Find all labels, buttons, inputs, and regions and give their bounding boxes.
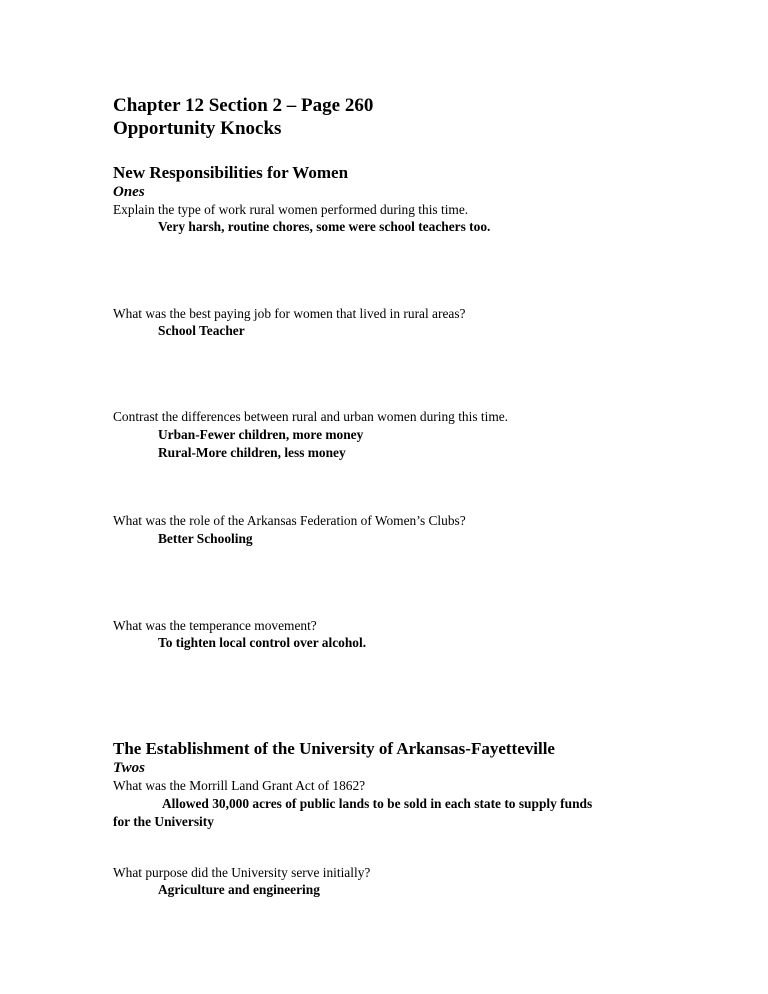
answer-text: Rural-More children, less money bbox=[158, 445, 346, 460]
page-title: Opportunity Knocks bbox=[113, 118, 282, 139]
question-text: What purpose did the University serve initially? bbox=[113, 865, 371, 880]
group-label: Twos bbox=[113, 760, 145, 776]
answer-text: for the University bbox=[113, 814, 214, 829]
question-text: Explain the type of work rural women performed during this time. bbox=[113, 202, 469, 217]
answer-text: School Teacher bbox=[158, 323, 245, 338]
answer-text: Better Schooling bbox=[158, 531, 253, 546]
section-heading: The Establishment of the University of Arkansas-Fayetteville bbox=[113, 739, 555, 758]
question-text: What was the best paying job for women that lived in rural areas? bbox=[113, 306, 466, 321]
question-text: What was the temperance movement? bbox=[113, 618, 317, 633]
question-text: What was the Morrill Land Grant Act of 1862? bbox=[113, 778, 366, 793]
question-text: What was the role of the Arkansas Federation of Women’s Clubs? bbox=[113, 513, 466, 528]
question-text: Contrast the differences between rural and urban women during this time. bbox=[113, 409, 509, 424]
answer-text: To tighten local control over alcohol. bbox=[158, 635, 367, 650]
section-heading: New Responsibilities for Women bbox=[113, 163, 349, 182]
answer-text: Agriculture and engineering bbox=[158, 882, 320, 897]
answer-text: Urban-Fewer children, more money bbox=[158, 427, 364, 442]
group-label: Ones bbox=[113, 184, 145, 200]
answer-text: Allowed 30,000 acres of public lands to be sold in each state to supply funds bbox=[162, 796, 593, 811]
chapter-heading: Chapter 12 Section 2 – Page 260 bbox=[113, 95, 374, 116]
answer-text: Very harsh, routine chores, some were school teachers too. bbox=[158, 219, 491, 234]
